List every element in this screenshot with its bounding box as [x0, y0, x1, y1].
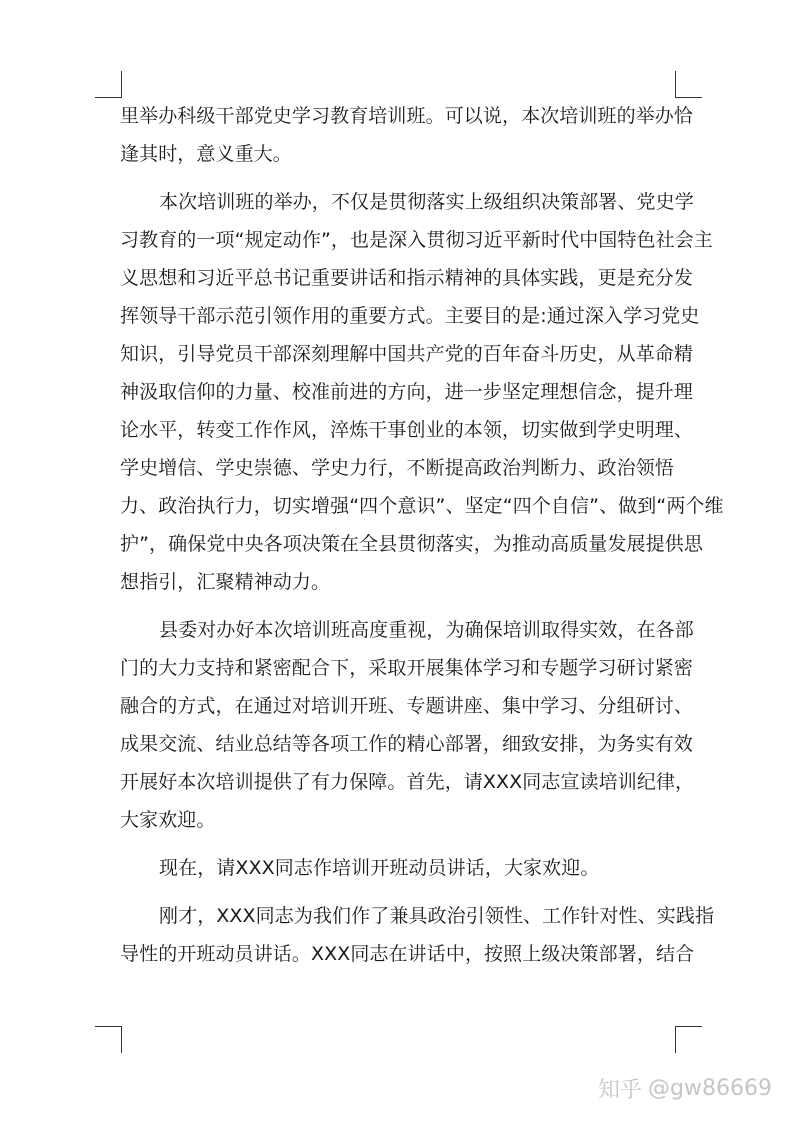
- watermark: [598, 1070, 772, 1106]
- text-line: 刚才，XXX同志为我们作了兼具政治引领性、工作针对性、实践指: [159, 905, 715, 927]
- paragraph-2: [120, 183, 724, 601]
- paragraph-4: [120, 849, 680, 887]
- crop-mark-top-left: [95, 71, 122, 98]
- paragraph-5: [120, 897, 715, 973]
- text-line: 挥领导干部示范引领作用的重要方式。主要目的是:通过深入学习党史: [120, 305, 700, 327]
- text-line: 融合的方式，在通过对培训开班、专题讲座、集中学习、分组研讨、: [120, 695, 694, 717]
- text-line: 导性的开班动员讲话。XXX同志在讲话中，按照上级决策部署，结合: [120, 943, 695, 965]
- document-body: [120, 97, 724, 973]
- text-line: 大家欢迎。: [120, 809, 216, 831]
- text-line: 现在，请XXX同志作培训开班动员讲话，大家欢迎。: [159, 857, 600, 879]
- text-line: 力、政治执行力，切实增强“四个意识”、坚定“四个自信”、做到“两个维: [120, 495, 724, 517]
- text-line: 逢其时，意义重大。: [120, 143, 292, 165]
- text-line: 成果交流、结业总结等各项工作的精心部署，细致安排，为务实有效: [120, 733, 694, 755]
- text-line: 神汲取信仰的力量、校准前进的方向，进一步坚定理想信念，提升理: [120, 381, 694, 403]
- text-line: 习教育的一项“规定动作”，也是深入贯彻习近平新时代中国特色社会主: [120, 229, 713, 251]
- text-line: 知识，引导党员干部深刻理解中国共产党的百年奋斗历史，从革命精: [120, 343, 694, 365]
- watermark-user: @gw86669: [648, 1075, 772, 1101]
- text-line: 门的大力支持和紧密配合下，采取开展集体学习和专题学习研讨紧密: [120, 657, 694, 679]
- paragraph-1: [120, 97, 694, 173]
- crop-mark-top-right: [675, 71, 702, 98]
- text-line: 护”，确保党中央各项决策在全县贯彻落实，为推动高质量发展提供思: [120, 533, 703, 555]
- text-line: 学史增信、学史崇德、学史力行，不断提高政治判断力、政治领悟: [120, 457, 674, 479]
- text-line: 义思想和习近平总书记重要讲话和指示精神的具体实践，更是充分发: [120, 267, 694, 289]
- crop-mark-bottom-right: [675, 1026, 702, 1053]
- paragraph-3: [120, 611, 695, 839]
- text-line: 开展好本次培训提供了有力保障。首先，请XXX同志宣读培训纪律，: [120, 771, 695, 793]
- text-line: 论水平，转变工作作风，淬炼干事创业的本领，切实做到学史明理、: [120, 419, 694, 441]
- text-line: 想指引，汇聚精神动力。: [120, 571, 331, 593]
- watermark-site: 知乎: [598, 1077, 643, 1103]
- text-line: 里举办科级干部党史学习教育培训班。可以说，本次培训班的举办恰: [120, 105, 694, 127]
- crop-mark-bottom-left: [95, 1026, 122, 1053]
- text-line: 本次培训班的举办，不仅是贯彻落实上级组织决策部署、党史学: [159, 191, 694, 213]
- text-line: 县委对办好本次培训班高度重视，为确保培训取得实效，在各部: [159, 619, 694, 641]
